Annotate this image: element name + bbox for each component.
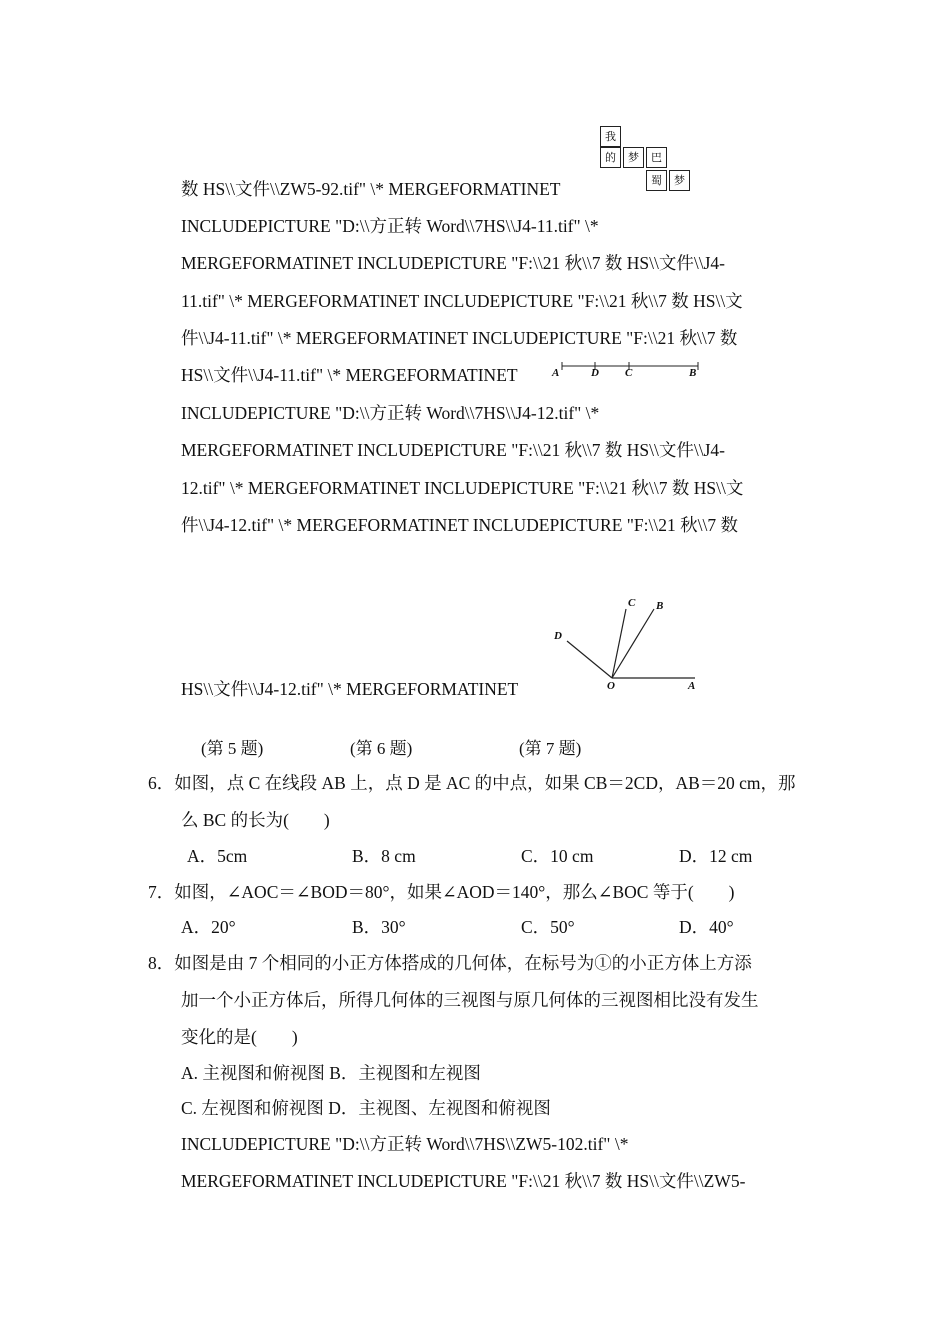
q8-options-row-1: A. 主视图和俯视图 B．主视图和左视图 [181,1063,481,1083]
point-d-label: D [591,367,599,379]
point-b-label: B [689,367,697,379]
field-line-9: 12.tif" \* MERGEFORMATINET INCLUDEPICTURE "F:\\21 秋\\7 数 HS\\文 [181,478,744,498]
q6-option-d: D．12 cm [679,846,753,866]
caption-q7: (第 7 题) [519,739,582,758]
angle-figure [550,595,710,695]
caption-q6: (第 6 题) [350,739,413,758]
q8-line-3: 变化的是( ) [181,1027,298,1047]
q6-option-a: A．5cm [187,846,248,866]
point-c-label: C [625,367,633,379]
segment-figure [552,358,712,384]
field-line-11: HS\\文件\\J4-12.tif" \* MERGEFORMATINET [181,679,519,699]
ray-od [567,641,612,678]
q8-line-1: 8．如图是由 7 个相同的小正方体搭成的几何体，在标号为①的小正方体上方添 [148,953,752,973]
net-cell-5: 蜀 [646,170,667,191]
angle-label-b: B [656,600,664,612]
caption-q5: (第 5 题) [201,739,264,758]
field-line-7: INCLUDEPICTURE "D:\\方正转 Word\\7HS\\J4-12.tif" \* [181,403,600,423]
angle-label-o: O [607,680,615,692]
angle-label-c: C [628,597,636,609]
q6-option-b: B．8 cm [352,846,416,866]
q7-option-c: C．50° [521,917,575,937]
net-cell-6: 梦 [669,170,690,191]
q6-line-2: 么 BC 的长为( ) [181,810,330,830]
q7-option-b: B．30° [352,917,406,937]
q8-options-row-2: C. 左视图和俯视图 D．主视图、左视图和俯视图 [181,1098,551,1118]
field-line-8: MERGEFORMATINET INCLUDEPICTURE "F:\\21 秋\\7 数 HS\\文件\\J4- [181,440,726,460]
field-line-10: 件\\J4-12.tif" \* MERGEFORMATINET INCLUDEPICTURE "F:\\21 秋\\7 数 [181,515,738,535]
angle-svg [550,595,710,695]
field-line-3: MERGEFORMATINET INCLUDEPICTURE "F:\\21 秋\\7 数 HS\\文件\\J4- [181,253,726,273]
field-line-4: 11.tif" \* MERGEFORMATINET INCLUDEPICTURE "F:\\21 秋\\7 数 HS\\文 [181,291,743,311]
net-cell-1: 我 [600,126,621,147]
tail-line-1: INCLUDEPICTURE "D:\\方正转 Word\\7HS\\ZW5-102.tif" \* [181,1134,629,1154]
ray-ob [612,609,654,678]
q7-line-1: 7．如图，∠AOC＝∠BOD＝80°，如果∠AOD＝140°，那么∠BOC 等于( ) [148,882,735,902]
field-line-5: 件\\J4-11.tif" \* MERGEFORMATINET INCLUDEPICTURE "F:\\21 秋\\7 数 [181,328,738,348]
tail-line-2: MERGEFORMATINET INCLUDEPICTURE "F:\\21 秋\\7 数 HS\\文件\\ZW5- [181,1171,746,1191]
q6-line-1: 6．如图，点 C 在线段 AB 上，点 D 是 AC 的中点，如果 CB＝2CD，AB＝20 cm，那 [148,773,796,793]
field-line-6: HS\\文件\\J4-11.tif" \* MERGEFORMATINET [181,365,518,385]
q6-option-c: C．10 cm [521,846,594,866]
net-cell-3: 梦 [623,147,644,168]
q8-line-2: 加一个小正方体后，所得几何体的三视图与原几何体的三视图相比没有发生 [181,990,759,1010]
angle-label-d: D [554,630,562,642]
angle-label-a: A [688,680,696,692]
q7-option-a: A．20° [181,917,236,937]
net-cell-4: 巴 [646,147,667,168]
net-cell-2: 的 [600,147,621,168]
field-line-2: INCLUDEPICTURE "D:\\方正转 Word\\7HS\\J4-11.tif" \* [181,216,599,236]
point-a-label: A [552,367,560,379]
field-line-1: 数 HS\\文件\\ZW5-92.tif" \* MERGEFORMATINET [181,179,561,199]
q7-option-d: D．40° [679,917,734,937]
